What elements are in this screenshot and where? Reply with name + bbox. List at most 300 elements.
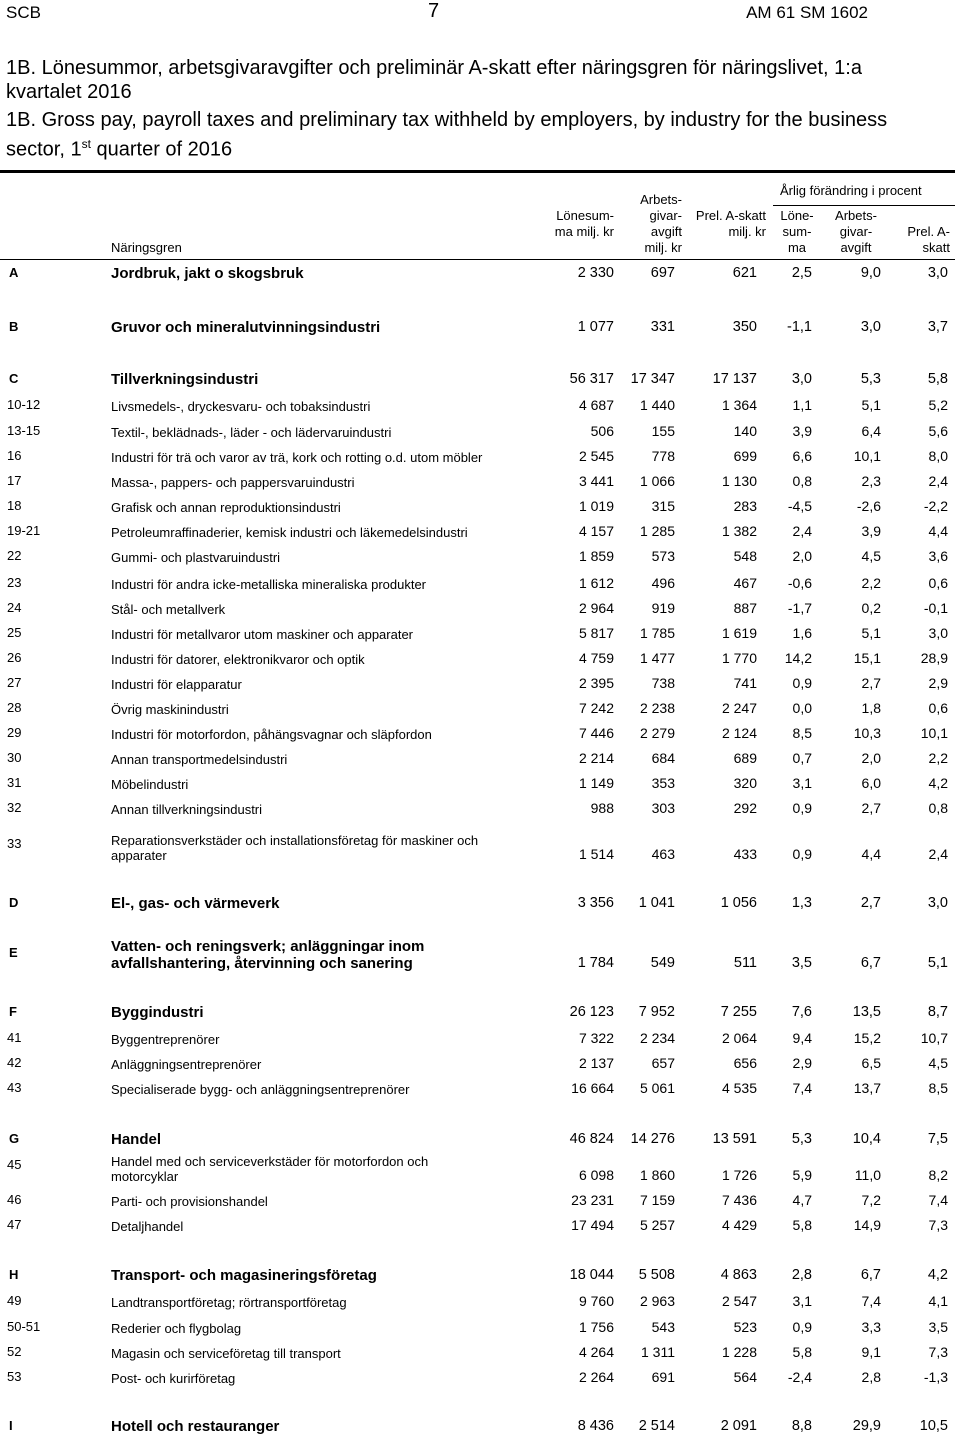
row-industry-name: Handel med och serviceverkstäder för motorfordon och motorcyklar	[111, 1154, 429, 1184]
prel-tax-value: 7 255	[720, 1004, 757, 1020]
row-code: B	[9, 319, 19, 334]
row-code: 19-21	[7, 523, 41, 538]
payroll-change-value: 3,3	[861, 1319, 881, 1335]
row-code: 28	[7, 700, 22, 715]
header-left: SCB	[6, 3, 41, 22]
table-row	[0, 718, 960, 742]
pay-value: 2 264	[578, 1369, 614, 1385]
prel-change-value: 8,7	[927, 1004, 948, 1020]
pay-change-value: 5,3	[791, 1131, 812, 1147]
payroll-change-value: 6,5	[861, 1055, 881, 1071]
pay-change-value: -1,7	[787, 600, 812, 616]
payroll-tax-value: 573	[651, 548, 675, 564]
header-right: AM 61 SM 1602	[746, 3, 868, 22]
payroll-change-value: 6,4	[861, 423, 881, 439]
pay-change-value: 2,9	[792, 1055, 812, 1071]
row-code: 23	[7, 575, 22, 590]
pay-value: 1 149	[578, 775, 614, 791]
table-row	[0, 1048, 960, 1072]
table-row	[0, 1144, 960, 1184]
prel-tax-value: 548	[733, 548, 757, 564]
pay-value: 506	[590, 423, 614, 439]
pay-change-value: 8,5	[792, 725, 812, 741]
prel-change-value: 3,6	[928, 548, 948, 564]
pay-change-value: 0,9	[792, 800, 812, 816]
col-payroll-change: Arbets-givar-avgift	[835, 208, 877, 255]
row-code: 18	[7, 498, 22, 513]
section-row	[0, 312, 960, 336]
prel-tax-value: 4 863	[720, 1267, 757, 1283]
payroll-tax-value: 738	[651, 675, 675, 691]
prel-tax-value: 1 619	[721, 625, 757, 641]
pay-change-value: 2,4	[792, 523, 812, 539]
pay-value: 2 330	[577, 265, 614, 281]
row-code: 50-51	[7, 1319, 41, 1334]
prel-tax-value: 656	[733, 1055, 757, 1071]
pay-change-value: 3,9	[792, 423, 812, 439]
pay-value: 7 322	[578, 1030, 614, 1046]
row-industry-name: Industri för andra icke-metalliska mineraliska produkter	[111, 577, 427, 592]
title-english-main: 1B. Gross pay, payroll taxes and preliminary tax withheld by employers, by industry for the business sector, 1	[6, 109, 888, 161]
row-code: 42	[7, 1055, 22, 1070]
prel-change-value: 0,8	[928, 800, 948, 816]
col-pay: Lönesum-ma milj. kr	[554, 208, 614, 239]
pay-value: 26 123	[569, 1004, 614, 1020]
row-industry-name: Handel	[111, 1131, 162, 1148]
pay-change-value: 6,6	[792, 448, 812, 464]
payroll-change-value: 13,7	[853, 1080, 881, 1096]
pay-change-value: 3,5	[791, 955, 812, 971]
table-row	[0, 1023, 960, 1047]
page-number: 7	[428, 0, 440, 22]
title-english-sup: st	[81, 137, 91, 151]
row-code: 29	[7, 725, 22, 740]
prel-change-value: 5,2	[928, 397, 948, 413]
row-code: 43	[7, 1080, 22, 1095]
pay-change-value: 0,8	[792, 473, 812, 489]
section-row	[0, 258, 960, 282]
table-row	[0, 466, 960, 490]
prel-change-value: 3,0	[927, 895, 948, 911]
section-row	[0, 932, 960, 972]
pay-change-value: 4,7	[792, 1192, 812, 1208]
payroll-tax-value: 2 514	[638, 1418, 675, 1434]
pay-change-value: 1,6	[792, 625, 812, 641]
row-code: H	[9, 1267, 19, 1282]
row-code: 46	[7, 1192, 22, 1207]
prel-change-value: 0,6	[928, 575, 948, 591]
payroll-tax-value: 1 066	[639, 473, 675, 489]
prel-tax-value: 292	[733, 800, 757, 816]
payroll-tax-value: 549	[650, 955, 675, 971]
payroll-change-value: 15,2	[853, 1030, 881, 1046]
table-row	[0, 441, 960, 465]
pay-value: 17 494	[571, 1217, 614, 1233]
col-payroll-tax: Arbets-givar-avgift milj. kr	[640, 192, 682, 255]
table-row	[0, 1362, 960, 1386]
row-industry-name: Annan transportmedelsindustri	[111, 752, 288, 767]
payroll-change-value: 0,2	[861, 600, 881, 616]
pay-change-value: 7,4	[792, 1080, 812, 1096]
table-row	[0, 643, 960, 667]
pay-value: 16 664	[571, 1080, 614, 1096]
table-row	[0, 668, 960, 692]
prel-change-value: 28,9	[920, 650, 948, 666]
pay-value: 3 356	[577, 895, 614, 911]
row-code: 33	[7, 836, 22, 851]
row-industry-name: Magasin och serviceföretag till transport	[111, 1346, 341, 1361]
payroll-tax-value: 1 860	[639, 1167, 675, 1183]
pay-change-value: 7,6	[791, 1004, 812, 1020]
payroll-tax-value: 315	[651, 498, 675, 514]
pay-change-value: 1,1	[792, 397, 812, 413]
payroll-change-value: 7,2	[861, 1192, 881, 1208]
title-english-tail: quarter of 2016	[90, 138, 233, 161]
row-code: 45	[7, 1157, 22, 1172]
row-code: 13-15	[7, 423, 41, 438]
pay-change-value: 9,4	[792, 1030, 812, 1046]
row-code: 25	[7, 625, 22, 640]
payroll-change-value: 15,1	[853, 650, 881, 666]
pay-value: 3 441	[578, 473, 614, 489]
percent-group-rule	[773, 205, 955, 206]
payroll-change-value: 3,0	[860, 319, 881, 335]
payroll-change-value: 9,0	[860, 265, 881, 281]
payroll-tax-value: 778	[651, 448, 675, 464]
table-top-rule	[0, 170, 955, 173]
pay-change-value: 5,9	[792, 1167, 812, 1183]
prel-change-value: 10,1	[920, 725, 948, 741]
table-row	[0, 390, 960, 414]
table-row	[0, 1185, 960, 1209]
prel-tax-value: 2 547	[721, 1293, 757, 1309]
prel-tax-value: 887	[733, 600, 757, 616]
pay-value: 4 687	[578, 397, 614, 413]
pay-value: 2 395	[578, 675, 614, 691]
pay-change-value: 0,9	[792, 846, 812, 862]
table-row	[0, 1073, 960, 1097]
prel-tax-value: 741	[733, 675, 757, 691]
pay-value: 23 231	[571, 1192, 614, 1208]
pay-change-value: 0,7	[792, 750, 812, 766]
payroll-change-value: 2,0	[861, 750, 881, 766]
row-industry-name: Hotell och restauranger	[111, 1418, 280, 1435]
prel-tax-value: 2 064	[721, 1030, 757, 1046]
prel-change-value: 2,9	[928, 675, 948, 691]
section-row	[0, 1411, 960, 1435]
col-prel-tax: Prel. A-skatt milj. kr	[695, 208, 766, 239]
row-industry-name: Livsmedels-, dryckesvaru- och tobaksindustri	[111, 399, 371, 414]
table-row	[0, 743, 960, 767]
payroll-tax-value: 1 477	[639, 650, 675, 666]
pay-change-value: 14,2	[784, 650, 812, 666]
prel-change-value: 10,7	[920, 1030, 948, 1046]
payroll-change-value: 14,9	[853, 1217, 881, 1233]
pay-change-value: 0,0	[792, 700, 812, 716]
table-row	[0, 416, 960, 440]
payroll-tax-value: 496	[651, 575, 675, 591]
pay-value: 1 077	[577, 319, 614, 335]
prel-tax-value: 4 535	[721, 1080, 757, 1096]
row-industry-name: Post- och kurirföretag	[111, 1371, 236, 1386]
prel-change-value: 5,8	[927, 371, 948, 387]
row-industry-name: Specialiserade bygg- och anläggningsentreprenörer	[111, 1082, 410, 1097]
prel-tax-value: 140	[733, 423, 757, 439]
prel-tax-value: 13 591	[712, 1131, 757, 1147]
prel-change-value: 2,2	[928, 750, 948, 766]
row-code: G	[9, 1131, 20, 1146]
row-industry-name: El-, gas- och värmeverk	[111, 895, 280, 912]
payroll-change-value: 3,9	[861, 523, 881, 539]
prel-tax-value: 699	[733, 448, 757, 464]
row-industry-name: Gruvor och mineralutvinningsindustri	[111, 319, 381, 336]
prel-tax-value: 433	[733, 846, 757, 862]
prel-tax-value: 2 091	[720, 1418, 757, 1434]
payroll-tax-value: 1 041	[638, 895, 675, 911]
pay-value: 1 514	[578, 846, 614, 862]
payroll-change-value: 6,7	[860, 1267, 881, 1283]
payroll-change-value: 2,2	[861, 575, 881, 591]
title-swedish: 1B. Lönesummor, arbetsgivaravgifter och preliminär A-skatt efter näringsgren för näringslivet, 1:a kvartalet 2016	[6, 57, 862, 103]
title-english	[6, 108, 906, 162]
payroll-change-value: 2,7	[861, 675, 881, 691]
payroll-change-value: 5,1	[861, 625, 881, 641]
prel-change-value: -0,1	[923, 600, 948, 616]
payroll-tax-value: 657	[651, 1055, 675, 1071]
prel-tax-value: 4 429	[721, 1217, 757, 1233]
row-code: 47	[7, 1217, 22, 1232]
table-row	[0, 1312, 960, 1336]
prel-tax-value: 1 364	[721, 397, 757, 413]
section-row	[0, 888, 960, 912]
prel-change-value: 2,4	[928, 473, 948, 489]
row-industry-name: Detaljhandel	[111, 1219, 184, 1234]
pay-value: 2 545	[578, 448, 614, 464]
table-row	[0, 568, 960, 592]
pay-change-value: 3,1	[792, 1293, 812, 1309]
row-industry-name: Landtransportföretag; rörtransportföretag	[111, 1295, 347, 1310]
payroll-tax-value: 5 508	[638, 1267, 675, 1283]
row-code: 30	[7, 750, 22, 765]
row-industry-name: Transport- och magasineringsföretag	[111, 1267, 377, 1284]
pay-value: 8 436	[577, 1418, 614, 1434]
table-row	[0, 693, 960, 717]
prel-change-value: 7,5	[927, 1131, 948, 1147]
payroll-change-value: 5,3	[860, 371, 881, 387]
prel-tax-value: 2 247	[721, 700, 757, 716]
section-row	[0, 997, 960, 1021]
row-code: 52	[7, 1344, 22, 1359]
section-row	[0, 1260, 960, 1284]
payroll-tax-value: 303	[651, 800, 675, 816]
row-industry-name: Anläggningsentreprenörer	[111, 1057, 262, 1072]
pay-change-value: -0,6	[787, 575, 812, 591]
payroll-change-value: 10,4	[852, 1131, 881, 1147]
table-row	[0, 793, 960, 817]
row-industry-name: Rederier och flygbolag	[111, 1321, 242, 1336]
prel-tax-value: 320	[733, 775, 757, 791]
table-row	[0, 491, 960, 515]
pay-value: 6 098	[578, 1167, 614, 1183]
prel-change-value: 7,3	[928, 1344, 948, 1360]
prel-change-value: 4,2	[928, 775, 948, 791]
pay-value: 1 859	[578, 548, 614, 564]
payroll-change-value: 7,4	[861, 1293, 881, 1309]
payroll-change-value: 2,7	[860, 895, 881, 911]
table-row	[0, 768, 960, 792]
row-industry-name: Reparationsverkstäder och installationsföretag för maskiner och apparater	[111, 833, 479, 863]
row-industry-name: Massa-, pappers- och pappersvaruindustri	[111, 475, 355, 490]
row-code: F	[9, 1004, 17, 1019]
pay-change-value: 3,0	[791, 371, 812, 387]
row-industry-name: Tillverkningsindustri	[111, 371, 259, 388]
row-code: I	[9, 1418, 13, 1433]
pay-change-value: 5,8	[792, 1344, 812, 1360]
pay-value: 988	[590, 800, 614, 816]
row-code: E	[9, 945, 18, 960]
pay-change-value: -4,5	[787, 498, 812, 514]
table-row	[0, 1286, 960, 1310]
row-industry-name: Byggindustri	[111, 1004, 204, 1021]
payroll-change-value: 13,5	[852, 1004, 881, 1020]
payroll-tax-value: 353	[651, 775, 675, 791]
pay-change-value: 0,9	[792, 1319, 812, 1335]
pay-value: 7 242	[578, 700, 614, 716]
payroll-tax-value: 1 285	[639, 523, 675, 539]
prel-change-value: 8,0	[928, 448, 948, 464]
payroll-change-value: 11,0	[854, 1167, 881, 1183]
payroll-tax-value: 919	[651, 600, 675, 616]
pay-value: 1 784	[577, 955, 614, 971]
payroll-tax-value: 1 440	[639, 397, 675, 413]
pay-value: 2 214	[578, 750, 614, 766]
prel-change-value: 3,5	[928, 1319, 948, 1335]
prel-tax-value: 1 726	[721, 1167, 757, 1183]
pay-value: 7 446	[578, 725, 614, 741]
row-code: 26	[7, 650, 22, 665]
payroll-tax-value: 2 238	[639, 700, 675, 716]
payroll-tax-value: 5 257	[639, 1217, 675, 1233]
pay-change-value: 2,8	[791, 1267, 812, 1283]
prel-tax-value: 1 056	[720, 895, 757, 911]
payroll-tax-value: 697	[650, 265, 675, 281]
payroll-tax-value: 7 952	[638, 1004, 675, 1020]
pay-change-value: 0,9	[792, 675, 812, 691]
payroll-tax-value: 463	[651, 846, 675, 862]
payroll-tax-value: 1 311	[641, 1344, 675, 1360]
row-industry-name: Industri för elapparatur	[111, 677, 242, 692]
row-code: 22	[7, 548, 22, 563]
row-code: 53	[7, 1369, 22, 1384]
payroll-change-value: 5,1	[861, 397, 881, 413]
row-code: A	[9, 265, 19, 280]
row-industry-name: Grafisk och annan reproduktionsindustri	[111, 500, 341, 515]
payroll-tax-value: 543	[651, 1319, 675, 1335]
payroll-change-value: 2,8	[861, 1369, 881, 1385]
prel-change-value: 3,7	[927, 319, 948, 335]
pay-value: 4 157	[578, 523, 614, 539]
prel-change-value: 3,0	[927, 265, 948, 281]
pay-change-value: -1,1	[787, 319, 812, 335]
payroll-change-value: 9,1	[861, 1344, 881, 1360]
row-industry-name: Industri för motorfordon, påhängsvagnar och släpfordon	[111, 727, 432, 742]
payroll-tax-value: 14 276	[630, 1131, 675, 1147]
prel-tax-value: 467	[733, 575, 757, 591]
payroll-change-value: 4,4	[861, 846, 881, 862]
row-code: 32	[7, 800, 22, 815]
payroll-tax-value: 17 347	[630, 371, 675, 387]
prel-tax-value: 1 770	[721, 650, 757, 666]
row-industry-name: Industri för metallvaror utom maskiner och apparater	[111, 627, 414, 642]
row-code: 17	[7, 473, 22, 488]
pay-value: 1 612	[578, 575, 614, 591]
row-industry-name: Parti- och provisionshandel	[111, 1194, 268, 1209]
pay-change-value: 8,8	[791, 1418, 812, 1434]
row-code: 10-12	[7, 397, 41, 412]
prel-change-value: 4,2	[927, 1267, 948, 1283]
row-industry-name: Petroleumraffinaderier, kemisk industri och läkemedelsindustri	[111, 525, 468, 540]
prel-change-value: -2,2	[923, 498, 948, 514]
payroll-tax-value: 691	[651, 1369, 675, 1385]
col-annual-change: Årlig förändring i procent	[780, 183, 922, 198]
row-industry-name: Gummi- och plastvaruindustri	[111, 550, 281, 565]
pay-change-value: 3,1	[792, 775, 812, 791]
prel-change-value: 4,4	[928, 523, 948, 539]
pay-change-value: 2,0	[792, 548, 812, 564]
row-code: C	[9, 371, 19, 386]
table-row	[0, 541, 960, 565]
payroll-tax-value: 7 159	[639, 1192, 675, 1208]
prel-tax-value: 1 382	[721, 523, 757, 539]
section-row	[0, 364, 960, 388]
table-row	[0, 823, 960, 863]
pay-value: 5 817	[578, 625, 614, 641]
prel-tax-value: 7 436	[721, 1192, 757, 1208]
row-industry-name: Textil-, beklädnads-, läder - och lädervaruindustri	[111, 425, 392, 440]
row-code: 16	[7, 448, 22, 463]
row-industry-name: Annan tillverkningsindustri	[111, 802, 263, 817]
col-prel-change: Prel. A-skatt	[907, 224, 950, 255]
prel-tax-value: 283	[733, 498, 757, 514]
payroll-tax-value: 1 785	[639, 625, 675, 641]
row-code: 31	[7, 775, 22, 790]
pay-value: 4 759	[578, 650, 614, 666]
prel-change-value: 8,5	[928, 1080, 948, 1096]
payroll-change-value: 1,8	[861, 700, 881, 716]
prel-change-value: 2,4	[928, 846, 948, 862]
col-pay-change: Löne-sum-ma	[780, 208, 814, 255]
pay-value: 46 824	[569, 1131, 614, 1147]
row-industry-name: Övrig maskinindustri	[111, 702, 229, 717]
payroll-tax-value: 684	[651, 750, 675, 766]
prel-change-value: 10,5	[919, 1418, 948, 1434]
payroll-tax-value: 155	[651, 423, 675, 439]
prel-tax-value: 564	[733, 1369, 757, 1385]
row-industry-name: Industri för trä och varor av trä, kork och rotting o.d. utom möbler	[111, 450, 483, 465]
payroll-change-value: -2,6	[856, 498, 881, 514]
prel-change-value: 5,6	[928, 423, 948, 439]
prel-change-value: 0,6	[928, 700, 948, 716]
payroll-tax-value: 5 061	[639, 1080, 675, 1096]
payroll-change-value: 6,7	[860, 955, 881, 971]
prel-tax-value: 689	[733, 750, 757, 766]
pay-value: 1 756	[578, 1319, 614, 1335]
pay-change-value: 2,5	[791, 265, 812, 281]
prel-tax-value: 511	[733, 955, 757, 971]
pay-change-value: 5,8	[792, 1217, 812, 1233]
table-row	[0, 593, 960, 617]
payroll-tax-value: 2 963	[639, 1293, 675, 1309]
